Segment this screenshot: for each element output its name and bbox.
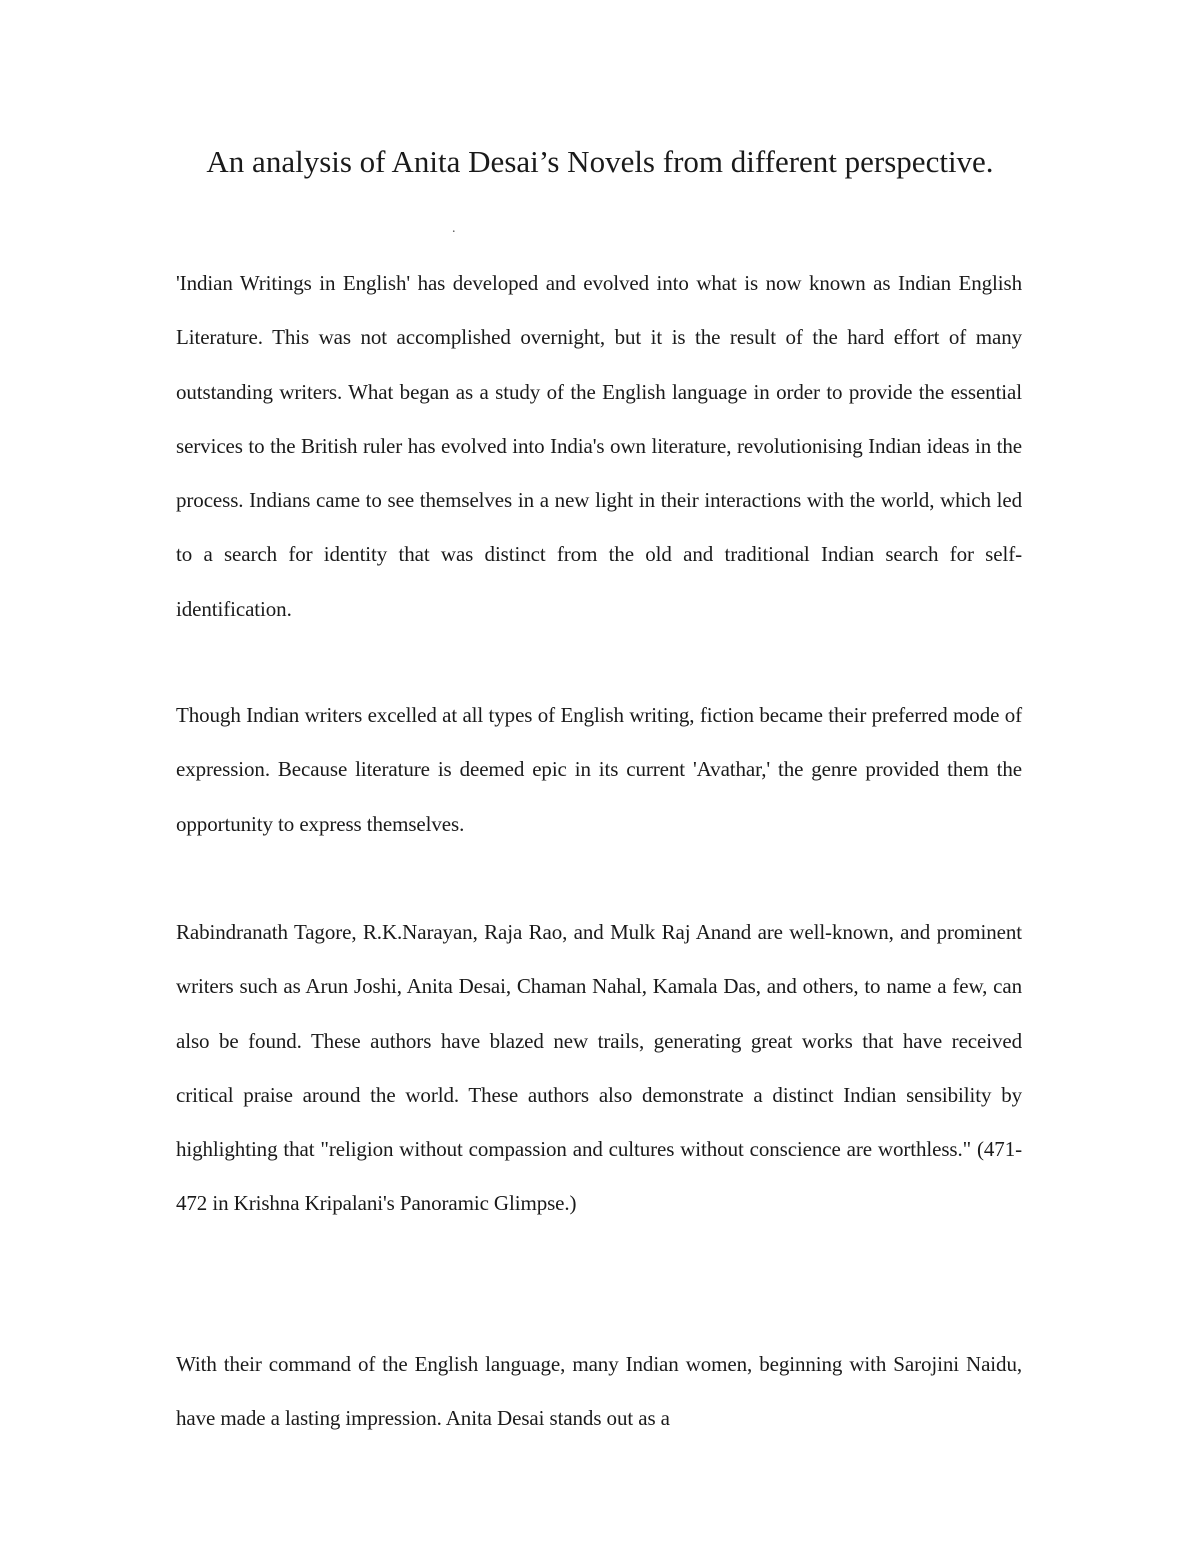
paragraph-3: Rabindranath Tagore, R.K.Narayan, Raja Rao, and Mulk Raj Anand are well-known, and prominent writers such as Arun Joshi, Anita Desai, Chaman Nahal, Kamala Das, and others, to name a few, can also be found. These authors have blazed new trails, generating great works that have received critical praise around the world. These authors also demonstrate a distinct Indian sensibility by highlighting that "religion without compassion and cultures without conscience are worthless." (471-472 in Krishna Kripalani's Panoramic Glimpse.) xyxy=(176,920,1022,1216)
separator-dot: . xyxy=(452,221,456,236)
document-title: An analysis of Anita Desai’s Novels from different perspective. xyxy=(206,144,994,179)
paragraph-1: 'Indian Writings in English' has developed and evolved into what is now known as Indian English Literature. This was not accomplished overnight, but it is the result of the hard effort of many outstanding writers. What began as a study of the English language in order to provide the essential services to the British ruler has evolved into India's own literature, revolutionising Indian ideas in the process. Indians came to see themselves in a new light in their interactions with the world, which led to a search for identity that was distinct from the old and traditional Indian search for self-identification. xyxy=(176,271,1022,621)
paragraph-2: Though Indian writers excelled at all types of English writing, fiction became their preferred mode of expression. Because literature is deemed epic in its current 'Avathar,' the genre provided them the opportunity to express themselves. xyxy=(176,703,1022,836)
paragraph-4: With their command of the English language, many Indian women, beginning with Sarojini Naidu, have made a lasting impression. Anita Desai stands out as a xyxy=(176,1352,1022,1431)
